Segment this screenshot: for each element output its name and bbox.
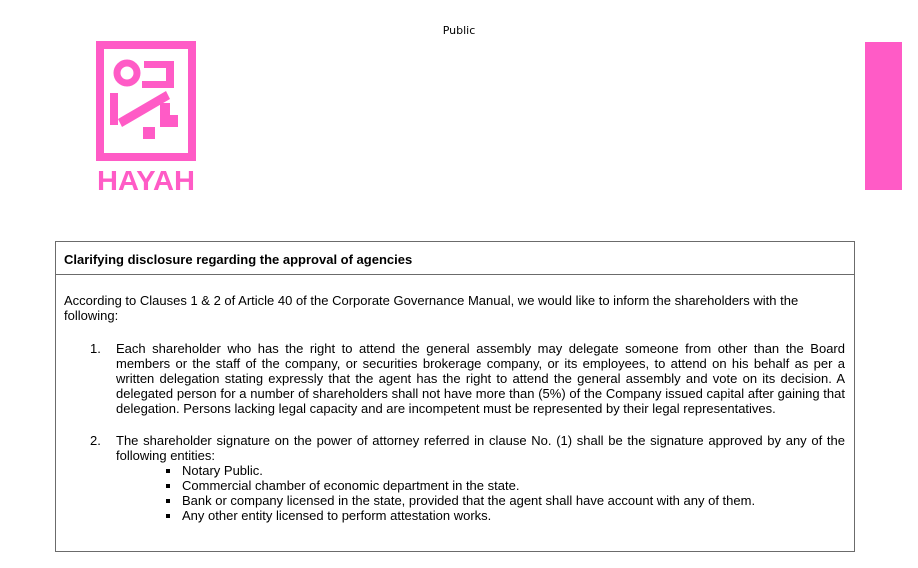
- brand-wordmark: HAYAH: [97, 165, 195, 193]
- bullet-item: Bank or company licensed in the state, provided that the agent shall have account with any of them.: [162, 493, 845, 508]
- side-accent-tab: [865, 42, 902, 190]
- hayah-logo-icon: [96, 41, 196, 193]
- item-text: The shareholder signature on the power of attorney referred in clause No. (1) shall be the signature approved by any of the following entities:: [116, 433, 845, 463]
- disclosure-box: [55, 241, 855, 552]
- item-number: 1.: [90, 341, 101, 356]
- item-number: 2.: [90, 433, 101, 448]
- bullet-item: Any other entity licensed to perform attestation works.: [162, 508, 845, 523]
- list-item: [64, 341, 845, 416]
- disclosure-intro: According to Clauses 1 & 2 of Article 40 of the Corporate Governance Manual, we would like to inform the shareholders with the following:: [64, 293, 799, 323]
- bullet-item: Commercial chamber of economic department in the state.: [162, 478, 845, 493]
- list-item: [64, 433, 845, 463]
- disclosure-body: [56, 293, 854, 523]
- company-logo: [96, 41, 196, 193]
- bullet-item: Notary Public.: [162, 463, 845, 478]
- entity-bullet-list: [64, 463, 845, 523]
- disclosure-title: Clarifying disclosure regarding the approval of agencies: [56, 242, 854, 275]
- item-text: Each shareholder who has the right to attend the general assembly may delegate someone from other than the Board members or the staff of the company, or securities brokerage company, or its employees, to attend on his behalf as per a written delegation stating expressly that the agent has the right to attend the general assembly and vote on its decision. A delegated person for a number of shareholders shall not have more than (5%) of the Company issued capital after gaining that delegation. Persons lacking legal capacity and are incompetent must be represented by their legal representatives.: [116, 341, 845, 416]
- classification-label: Public: [442, 24, 476, 37]
